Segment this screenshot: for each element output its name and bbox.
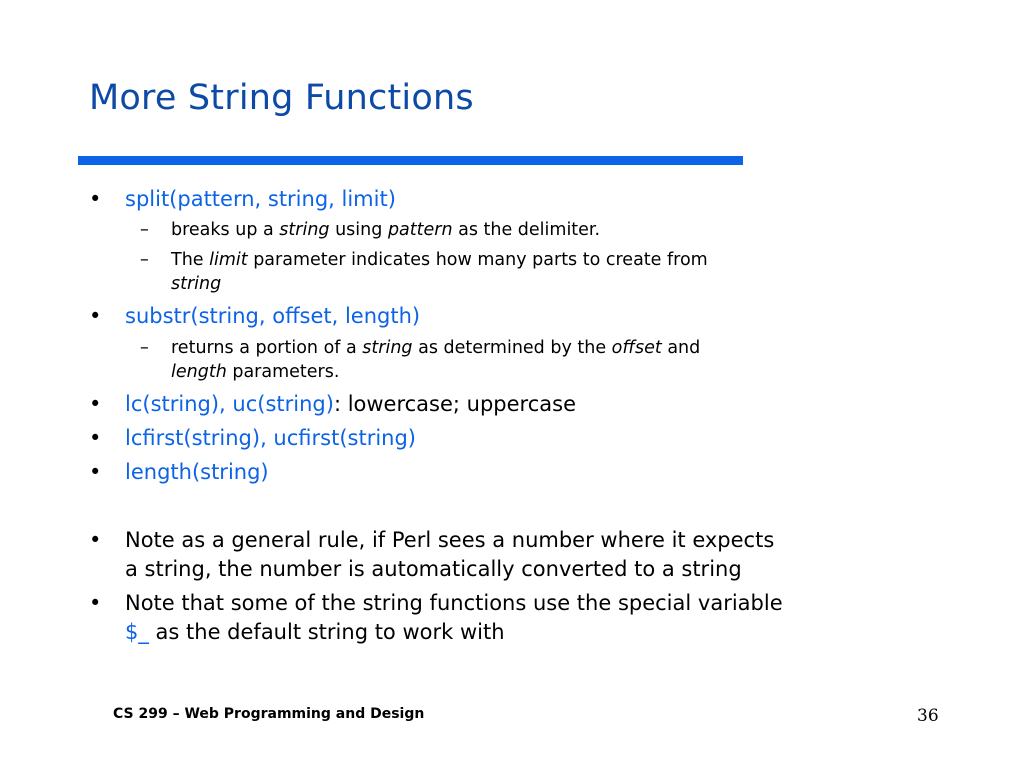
text: returns a portion of a [171, 338, 363, 358]
text-italic: length [171, 362, 227, 382]
text: Note that some of the string functions use the special variable [125, 591, 783, 615]
text-italic: string [171, 274, 222, 294]
text: parameter indicates how many parts to create from [247, 250, 708, 270]
text: and [661, 338, 701, 358]
function-lc-uc: lc(string), uc(string) [125, 392, 334, 416]
footer-course-title: CS 299 – Web Programming and Design [113, 706, 425, 722]
text-italic: string [362, 338, 413, 358]
dash-marker: – [140, 250, 149, 270]
text: using [329, 220, 388, 240]
bullet-marker: • [89, 187, 102, 211]
title-underline [78, 156, 743, 165]
text-italic: pattern [387, 220, 453, 240]
text: a string, the number is automatically converted to a string [125, 557, 742, 581]
function-split: split(pattern, string, limit) [125, 187, 396, 211]
function-substr: substr(string, offset, length) [125, 304, 421, 328]
text-italic: limit [209, 250, 248, 270]
footer-page-number: 36 [917, 706, 939, 726]
text: parameters. [226, 362, 340, 382]
text: The [171, 250, 210, 270]
bullet-marker: • [89, 426, 102, 450]
text: : lowercase; uppercase [333, 392, 577, 416]
function-length: length(string) [125, 460, 269, 484]
bullet-marker: • [89, 528, 102, 552]
text: as the default string to work with [148, 620, 505, 644]
text-italic: string [279, 220, 330, 240]
special-variable: $_ [125, 620, 149, 644]
bullet-marker: • [89, 460, 102, 484]
dash-marker: – [140, 220, 149, 240]
bullet-marker: • [89, 392, 102, 416]
bullet-marker: • [89, 591, 102, 615]
text: as the delimiter. [452, 220, 601, 240]
text: breaks up a [171, 220, 280, 240]
text: as determined by the [412, 338, 612, 358]
text-italic: offset [611, 338, 662, 358]
bullet-marker: • [89, 304, 102, 328]
text: Note as a general rule, if Perl sees a number where it expects [125, 528, 775, 552]
dash-marker: – [140, 338, 149, 358]
slide-title: More String Functions [89, 78, 474, 118]
function-lcfirst-ucfirst: lcfirst(string), ucfirst(string) [125, 426, 416, 450]
